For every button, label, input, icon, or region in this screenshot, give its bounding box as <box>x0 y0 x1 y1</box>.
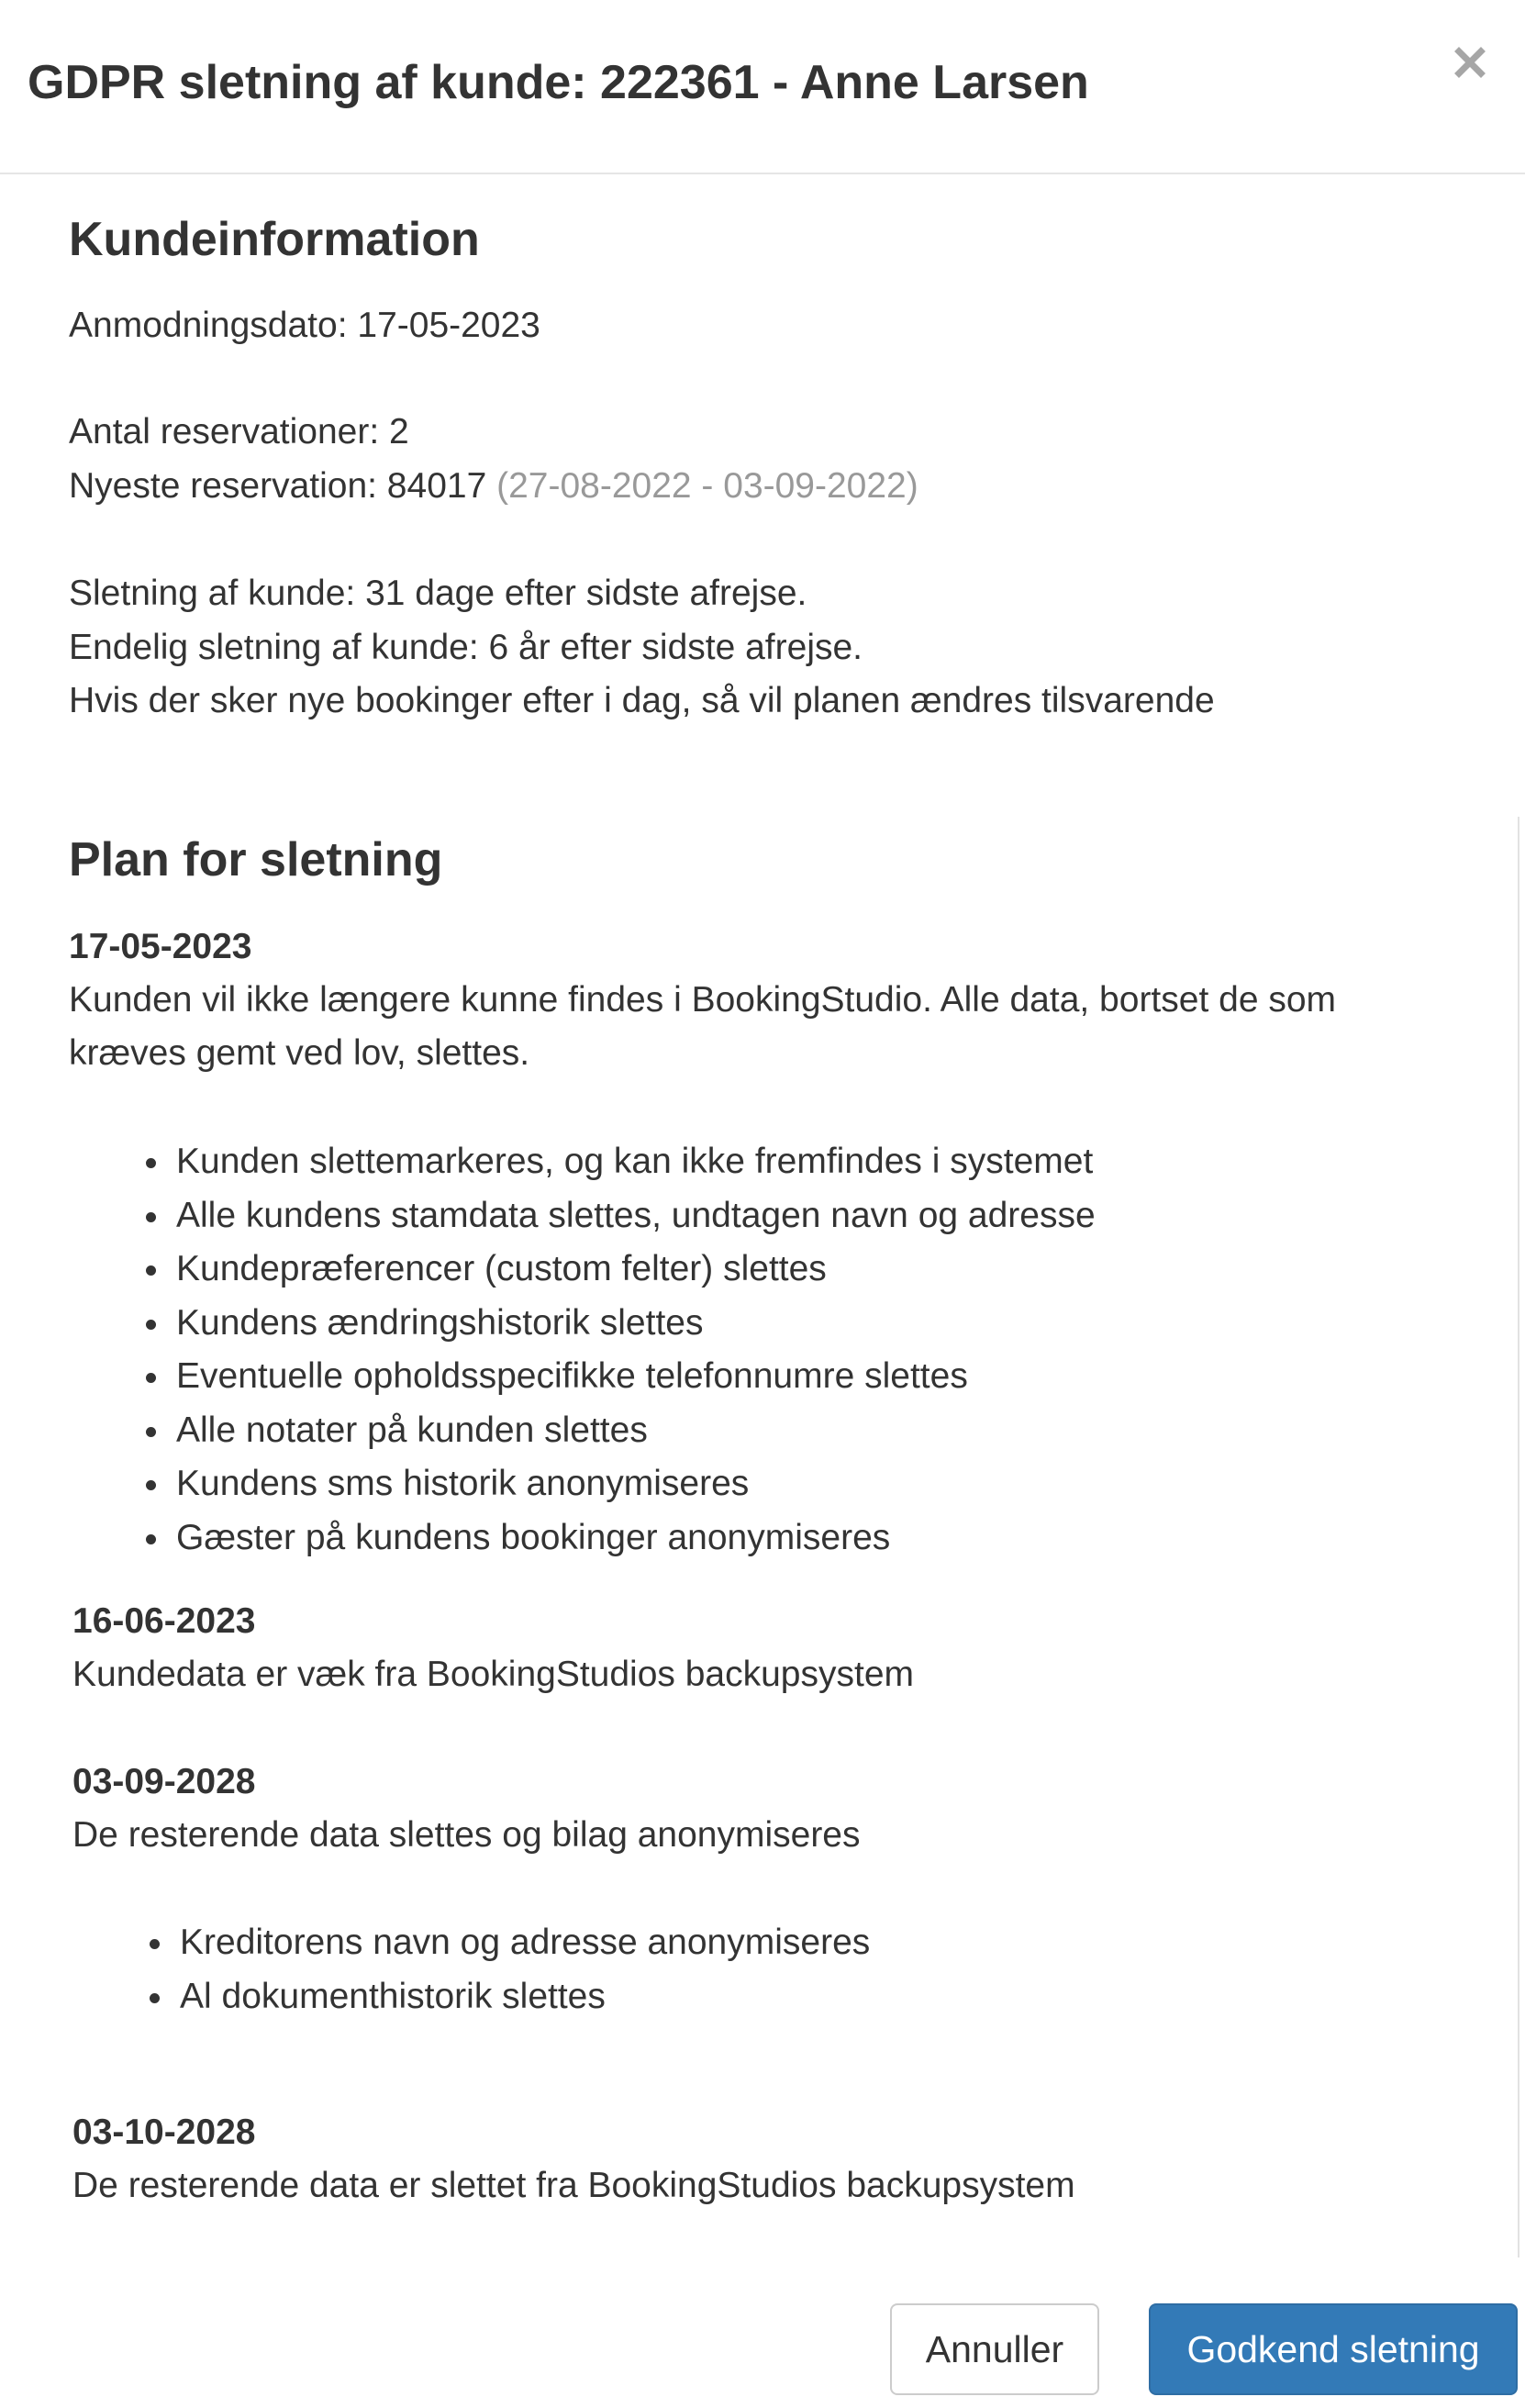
list-item: Gæster på kundens bookinger anonymiseres <box>176 1511 1096 1566</box>
customer-info-heading: Kundeinformation <box>69 213 480 266</box>
confirm-deletion-button[interactable]: Godkend sletning <box>1149 2303 1518 2395</box>
list-item: Kunden slettemarkeres, og kan ikke fremfindes i systemet <box>176 1135 1096 1189</box>
plan-step-description: Kunden vil ikke længere kunne findes i BookingStudio. Alle data, bortset de som <box>69 980 1337 1020</box>
plan-step-date: 16-06-2023 <box>72 1601 256 1641</box>
modal-body[interactable] <box>0 174 1525 2258</box>
scrollbar-track[interactable] <box>1518 817 1519 2258</box>
list-item: Eventuelle opholdsspecifikke telefonnumre slettes <box>176 1350 1096 1404</box>
plan-step-description: De resterende data er slettet fra BookingStudios backupsystem <box>72 2166 1075 2205</box>
list-item: Alle kundens stamdata slettes, undtagen navn og adresse <box>176 1189 1096 1243</box>
plan-step-description: Kundedata er væk fra BookingStudios backupsystem <box>72 1655 915 1694</box>
list-item: Kundepræferencer (custom felter) slettes <box>176 1243 1096 1297</box>
plan-step-items <box>69 1135 1096 1565</box>
plan-heading: Plan for sletning <box>69 833 443 886</box>
newest-reservation-line <box>69 460 918 513</box>
list-item: Kundens sms historik anonymiseres <box>176 1457 1096 1511</box>
close-button[interactable] <box>1442 35 1497 90</box>
plan-step-description-continued: kræves gemt ved lov, slettes. <box>69 1033 530 1073</box>
list-item: Alle notater på kunden slettes <box>176 1404 1096 1458</box>
list-item: Kreditorens navn og adresse anonymiseres <box>180 1916 870 1970</box>
plan-step-date: 03-09-2028 <box>72 1762 256 1801</box>
reservations-count: Antal reservationer: 2 <box>69 412 409 452</box>
modal-footer <box>0 2258 1525 2408</box>
plan-step-description-clip <box>69 974 1418 1027</box>
newest-reservation-period: (27-08-2022 - 03-09-2022) <box>496 466 918 506</box>
cancel-button[interactable]: Annuller <box>890 2303 1099 2395</box>
list-item: Kundens ændringshistorik slettes <box>176 1297 1096 1351</box>
plan-change-note: Hvis der sker nye bookinger efter i dag, så vil planen ændres tilsvarende <box>69 681 1215 720</box>
request-date: Anmodningsdato: 17-05-2023 <box>69 306 540 345</box>
newest-reservation: Nyeste reservation: 84017 <box>69 466 487 506</box>
deletion-note: Sletning af kunde: 31 dage efter sidste afrejse. <box>69 574 807 613</box>
modal-title: GDPR sletning af kunde: 222361 - Anne Larsen <box>28 56 1089 109</box>
modal-header <box>0 0 1525 174</box>
final-deletion-note: Endelig sletning af kunde: 6 år efter sidste afrejse. <box>69 628 863 667</box>
list-item: Al dokumenthistorik slettes <box>180 1970 870 2024</box>
plan-step-date: 03-10-2028 <box>72 2113 256 2152</box>
plan-step-description: De resterende data slettes og bilag anonymiseres <box>72 1815 861 1855</box>
plan-step-date: 17-05-2023 <box>69 927 252 966</box>
close-icon <box>1442 35 1497 90</box>
modal-body-content <box>69 174 1418 2258</box>
plan-step-items <box>72 1916 870 2023</box>
